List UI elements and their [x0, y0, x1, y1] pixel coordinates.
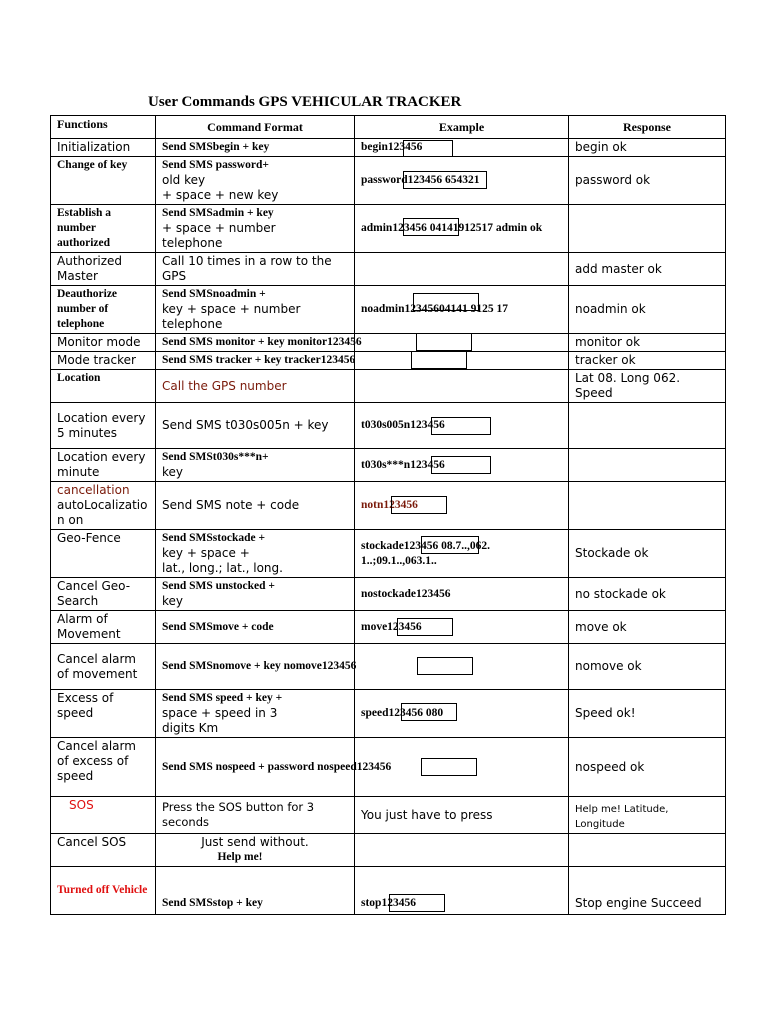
- command-cell: Call the GPS number: [156, 370, 355, 403]
- response-cell: Stockade ok: [569, 530, 726, 578]
- response-cell: [569, 449, 726, 482]
- example-text: notn123456: [361, 499, 418, 511]
- response-cell: Stop engine Succeed: [569, 867, 726, 915]
- command-cell: Send SMS t030s005n + key: [156, 403, 355, 449]
- example-text: speed123456 080: [361, 707, 444, 719]
- response-cell: tracker ok: [569, 352, 726, 370]
- function-cell: Turned off Vehicle: [51, 867, 156, 915]
- command-line: telephone: [162, 317, 223, 331]
- response-cell: noadmin ok: [569, 286, 726, 334]
- command-cell: [156, 578, 355, 611]
- table-row: [51, 738, 726, 797]
- command-line: Send SMS password+: [162, 159, 269, 171]
- example-cell: [355, 482, 569, 530]
- example-cell: [355, 370, 569, 403]
- table-row: [51, 253, 726, 286]
- table-row: [51, 205, 726, 253]
- table-row: [51, 797, 726, 834]
- command-line: Send SMSadmin + key: [162, 207, 274, 219]
- command-line: Help me!: [217, 851, 263, 863]
- response-cell: add master ok: [569, 253, 726, 286]
- table-row: [51, 530, 726, 578]
- command-cell: [156, 690, 355, 738]
- input-box: [411, 352, 467, 370]
- table-row: [51, 449, 726, 482]
- function-cell: Mode tracker: [51, 352, 156, 370]
- command-line: space + speed in 3: [162, 706, 278, 720]
- input-box: [401, 703, 457, 721]
- response-cell: password ok: [569, 157, 726, 205]
- example-cell: [355, 139, 569, 157]
- command-line: Send SMSstockade +: [162, 532, 266, 544]
- example-cell: [355, 449, 569, 482]
- command-cell: [156, 157, 355, 205]
- table-header-row: [51, 116, 726, 139]
- command-line: old key: [162, 173, 206, 187]
- table-row: [51, 611, 726, 644]
- command-cell: [156, 530, 355, 578]
- example-cell: [355, 530, 569, 578]
- command-cell: Call 10 times in a row to the GPS: [156, 253, 355, 286]
- header-functions: Functions: [51, 116, 156, 139]
- function-cell: Monitor mode: [51, 334, 156, 352]
- example-cell: [355, 403, 569, 449]
- response-cell: move ok: [569, 611, 726, 644]
- function-cell: Geo-Fence: [51, 530, 156, 578]
- example-cell: [355, 644, 569, 690]
- table-row: [51, 644, 726, 690]
- input-box: [431, 456, 491, 474]
- example-cell: [355, 690, 569, 738]
- function-cell: Cancel SOS: [51, 834, 156, 867]
- function-cell: Cancel Geo- Search: [51, 578, 156, 611]
- function-cell: Deauthorize number of telephone: [51, 286, 156, 334]
- command-cell: [156, 205, 355, 253]
- response-cell: Speed ok!: [569, 690, 726, 738]
- command-cell: Send SMS note + code: [156, 482, 355, 530]
- table-row: [51, 690, 726, 738]
- input-box: [431, 417, 491, 435]
- command-cell: [156, 334, 362, 352]
- function-cell: [51, 797, 156, 834]
- command-line: lat., long.; lat., long.: [162, 561, 283, 575]
- example-text: stockade123456 08.7..,062. 1..;09.1..,063.1..: [361, 539, 491, 567]
- response-cell: Lat 08. Long 062. Speed: [569, 370, 726, 403]
- command-line: Just send without.: [201, 835, 309, 849]
- function-cell: Cancel alarm of excess of speed: [51, 738, 156, 797]
- response-cell: [569, 482, 726, 530]
- example-cell: [355, 205, 569, 253]
- command-cell: [156, 449, 355, 482]
- command-cell: [156, 644, 355, 690]
- function-cell: Initialization: [51, 139, 156, 157]
- example-text: noadmin12345604141 9125 17: [361, 303, 508, 315]
- function-cell: Excess of speed: [51, 690, 156, 738]
- header-response: Response: [569, 116, 726, 139]
- response-cell: begin ok: [569, 139, 726, 157]
- function-cell: [51, 482, 156, 530]
- input-box: [417, 657, 473, 675]
- command-cell: Press the SOS button for 3 seconds: [156, 797, 355, 834]
- table-row: [51, 352, 726, 370]
- response-cell: nomove ok: [569, 644, 726, 690]
- table-row: [51, 370, 726, 403]
- function-text: SOS: [69, 798, 94, 812]
- example-text: stop123456: [361, 897, 416, 909]
- example-text: begin123456: [361, 141, 423, 153]
- example-text: t030s005n123456: [361, 419, 445, 431]
- command-line: Send SMS unstocked +: [162, 580, 275, 592]
- command-cell: [156, 834, 355, 867]
- table-row: [51, 578, 726, 611]
- input-box: [403, 171, 487, 189]
- example-cell: [355, 352, 569, 370]
- example-text: admin123456 04141912517 admin ok: [361, 222, 543, 234]
- command-line: + space + new key: [162, 188, 279, 202]
- command-line: + space + number: [162, 221, 276, 235]
- command-line: Send SMS speed + key +: [162, 692, 283, 704]
- command-cell: [156, 286, 355, 334]
- example-cell: [355, 157, 569, 205]
- example-cell: [355, 738, 569, 797]
- input-box: [416, 334, 472, 352]
- input-box: [413, 293, 479, 311]
- table-row: [51, 157, 726, 205]
- input-box: [389, 894, 445, 912]
- function-cell: Location: [51, 370, 156, 403]
- function-cell: Alarm of Movement: [51, 611, 156, 644]
- table-row: [51, 867, 726, 915]
- command-cell: Send SMSstop + key: [156, 867, 355, 915]
- example-cell: [355, 253, 569, 286]
- response-cell: [569, 205, 726, 253]
- response-cell: nospeed ok: [569, 738, 726, 797]
- input-box: [403, 140, 453, 157]
- table-row: [51, 139, 726, 157]
- commands-table: [50, 115, 726, 915]
- command-line: key + space + number: [162, 302, 301, 316]
- example-text: password123456 654321: [361, 174, 480, 186]
- function-line: cancellation: [57, 483, 130, 497]
- example-cell: [355, 867, 569, 915]
- example-cell: [355, 334, 569, 352]
- example-cell: You just have to press: [355, 797, 569, 834]
- input-box: [421, 758, 477, 776]
- example-cell: nostockade123456: [355, 578, 569, 611]
- input-box: [421, 536, 479, 554]
- example-text: t030s***n123456: [361, 458, 445, 471]
- function-cell: Location every 5 minutes: [51, 403, 156, 449]
- command-text: Send SMS tracker + key tracker123456: [162, 354, 356, 366]
- table-row: [51, 482, 726, 530]
- table-row: [51, 403, 726, 449]
- command-text: Send SMS nospeed + password nospeed123456: [162, 760, 392, 773]
- function-cell: Location every minute: [51, 449, 156, 482]
- response-cell: Help me! Latitude, Longitude: [569, 797, 726, 834]
- example-cell: [355, 286, 569, 334]
- response-cell: monitor ok: [569, 334, 726, 352]
- command-line: key + space +: [162, 546, 250, 560]
- table-row: [51, 286, 726, 334]
- response-cell: [569, 834, 726, 867]
- function-line: autoLocalization on: [57, 498, 148, 527]
- command-line: Send SMSnoadmin +: [162, 288, 266, 300]
- function-cell: Cancel alarm of movement: [51, 644, 156, 690]
- command-cell: Send SMSbegin + key: [156, 139, 355, 157]
- command-cell: [156, 352, 355, 370]
- table-row: [51, 334, 726, 352]
- example-cell: [355, 611, 569, 644]
- command-line: digits Km: [162, 721, 219, 735]
- example-text: move123456: [361, 620, 422, 633]
- header-example: Example: [355, 116, 569, 139]
- command-text: Send SMSnomove + key nomove123456: [162, 660, 357, 672]
- command-line: key: [162, 465, 184, 479]
- command-text: Send SMS monitor + key monitor123456: [162, 336, 362, 348]
- document-title: User Commands GPS VEHICULAR TRACKER: [148, 94, 462, 110]
- command-cell: Send SMSmove + code: [156, 611, 355, 644]
- response-cell: no stockade ok: [569, 578, 726, 611]
- example-cell: [355, 834, 569, 867]
- command-cell: [156, 738, 392, 797]
- response-cell: [569, 403, 726, 449]
- input-box: [391, 496, 447, 514]
- command-line: key: [162, 594, 184, 608]
- command-line: telephone: [162, 236, 223, 250]
- function-cell: Change of key: [51, 157, 156, 205]
- function-cell: Authorized Master: [51, 253, 156, 286]
- input-box: [403, 218, 459, 236]
- header-command-format: Command Format: [156, 116, 355, 139]
- input-box: [397, 618, 453, 636]
- command-line: Send SMSt030s***n+: [162, 451, 269, 463]
- table-row: [51, 834, 726, 867]
- function-cell: Establish a number authorized: [51, 205, 156, 253]
